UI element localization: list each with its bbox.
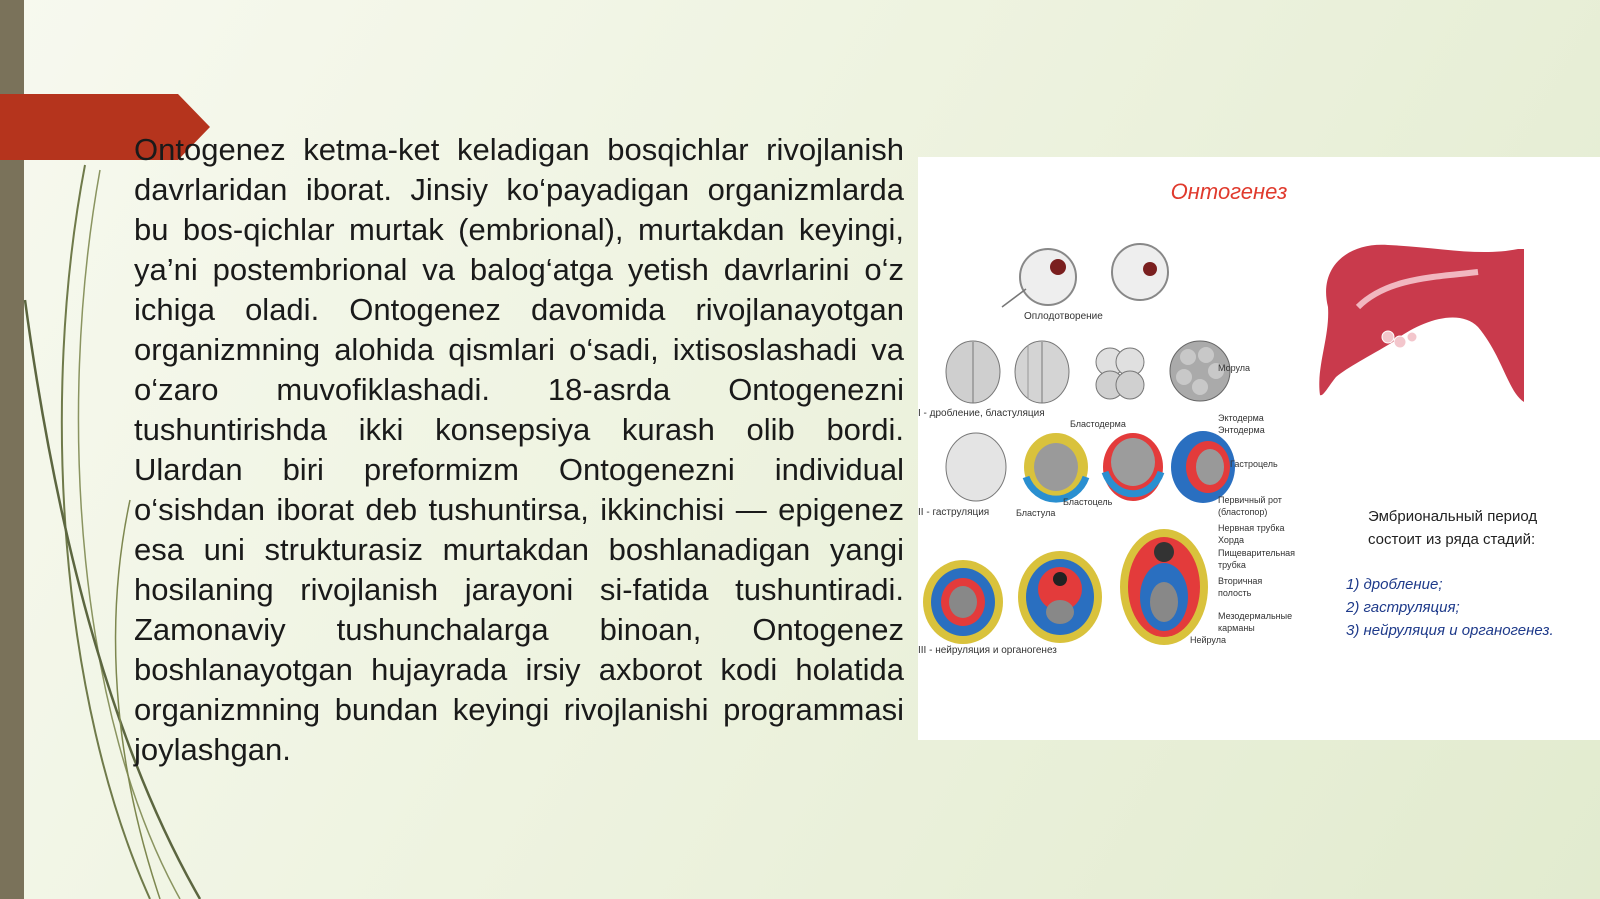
label-digestive-tube: Пищеварительная трубка: [1218, 548, 1296, 570]
label-neural-tube: Нервная трубка: [1218, 523, 1285, 533]
figure-title: Онтогенез: [1170, 179, 1288, 204]
label-chorda: Хорда: [1218, 535, 1244, 545]
label-neurula: Нейрула: [1190, 635, 1226, 645]
label-primary-mouth: Первичный рот (бластопор): [1218, 495, 1282, 517]
figure-caption: Эмбриональный период состоит из ряда стадий:: [1368, 508, 1538, 548]
label-ectoderm: Эктодерма: [1218, 413, 1264, 423]
label-secondary-cavity: Вторичная полость: [1218, 576, 1263, 598]
ontogenesis-figure: [918, 157, 1600, 740]
stage-item: 2) гаструляция;: [1346, 599, 1460, 616]
label-blastoderm: Бластодерма: [1070, 419, 1126, 429]
stage-item: 1) дробление;: [1346, 576, 1443, 593]
stage-item: 3) нейруляция и органогенез.: [1346, 622, 1554, 639]
label-neurulation: III - нейруляция и органогенез: [918, 645, 1057, 656]
label-morula: Морула: [1218, 363, 1251, 373]
body-text: Ontogenez ketma-ket keladigan bosqichlar rivojlanish davrlaridan iborat. Jinsiy ko‘payadigan organizmlarda bu bos-qichlar murtak (embrional), murtakdan keyingi, ya’ni postembrional va balog‘atga yetish davrlarini o‘z ichiga oladi. Ontogenez davomida rivojlanayotgan organizmning alohida qismlari o‘sadi, ixtisoslashadi va o‘zaro muvofiklashadi. 18-asrda Ontogenezni tushuntirishda ikki konsepsiya kurash olib bordi. Ulardan biri preformizm Ontogenezni individual o‘sishdan iborat deb tushuntirsa, ikkinchisi — epigenez esa uni strukturasiz murtakdan boshlanadigan yangi hosilaning rivojlanish jarayoni si-fatida tushuntiradi. Zamonaviy tushunchalarga binoan, Ontogenez boshlanayotgan hujayrada irsiy axborot kodi holatida organizmning bundan keyingi rivojlanishi programmasi joylashgan.: [134, 132, 904, 767]
label-mesodermal-pockets: Мезодермальные карманы: [1218, 611, 1293, 633]
label-blastula: Бластула: [1016, 508, 1056, 518]
label-endoderm: Энтодерма: [1218, 425, 1265, 435]
stage-list: [1346, 573, 1554, 642]
label-gastrulation: II - гаструляция: [918, 507, 990, 518]
label-fertilization: Оплодотворение: [1024, 311, 1103, 322]
label-gastrocoel: Гастроцель: [1230, 459, 1278, 469]
label-cleavage: I - дробление, бластуляция: [918, 408, 1045, 419]
label-blastocoel: Бластоцель: [1063, 497, 1113, 507]
